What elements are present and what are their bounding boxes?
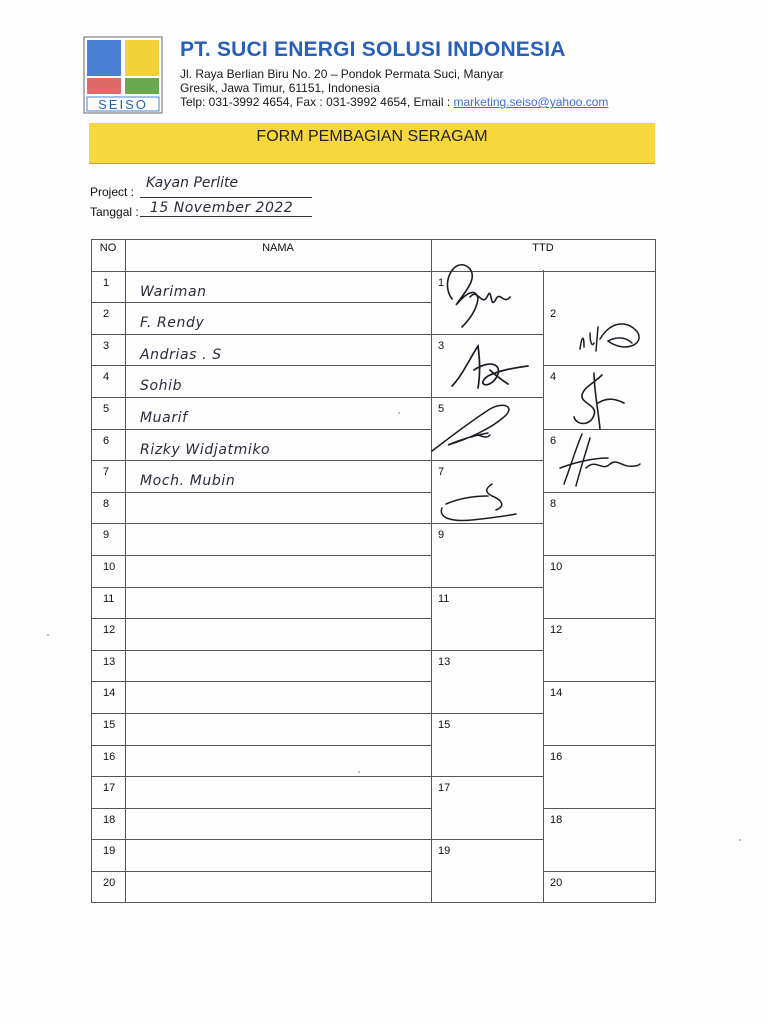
- signature-slot-number: 7: [438, 466, 445, 479]
- signature-slot-number: 11: [438, 592, 450, 605]
- row-rule: [91, 650, 431, 651]
- header-no: NO: [99, 242, 117, 254]
- signature-rule: [431, 776, 543, 777]
- row-number: 2: [103, 308, 110, 321]
- row-rule: [91, 587, 431, 588]
- project-value: Kayan Perlite: [146, 175, 239, 191]
- project-label: Project :: [90, 185, 135, 199]
- signature-slot-number: 12: [550, 624, 563, 637]
- svg-text:SEISO: SEISO: [98, 97, 148, 112]
- column-divider-name: [431, 239, 432, 903]
- row-number: 16: [103, 750, 116, 763]
- row-rule: [91, 871, 431, 872]
- company-logo: [83, 36, 163, 114]
- row-number: 12: [103, 624, 116, 637]
- row-number: 8: [103, 497, 110, 510]
- address-line-2: Gresik, Jawa Timur, 61151, Indonesia: [180, 81, 380, 95]
- signature-rule: [543, 492, 656, 493]
- row-number: 10: [103, 560, 116, 573]
- signature-slot-number: 3: [438, 339, 445, 352]
- signature-slot-number: 4: [550, 371, 557, 384]
- row-rule: [91, 618, 431, 619]
- signature-slot-number: 13: [438, 655, 451, 668]
- signature-rule: [431, 460, 543, 461]
- signature-rule: [543, 745, 656, 746]
- row-rule: [91, 839, 431, 840]
- row-number: 3: [103, 339, 110, 352]
- row-name: Wariman: [140, 283, 207, 300]
- row-number: 1: [103, 276, 110, 289]
- signature-rule: [431, 713, 543, 714]
- row-rule: [91, 460, 431, 461]
- signature-rule: [431, 839, 543, 840]
- date-value: 15 November 2022: [150, 200, 294, 216]
- signature-slot-number: 5: [438, 402, 445, 415]
- signature-rule: [431, 334, 543, 335]
- row-rule: [91, 492, 431, 493]
- signature-row-5: [428, 399, 520, 455]
- signature-rule: [543, 555, 656, 556]
- row-number: 6: [103, 434, 110, 447]
- row-number: 4: [103, 371, 110, 384]
- row-number: 20: [103, 876, 116, 889]
- signature-slot-number: 15: [438, 718, 451, 731]
- header-name: NAMA: [262, 242, 294, 254]
- row-rule: [91, 334, 431, 335]
- row-number: 13: [103, 655, 116, 668]
- row-number: 7: [103, 466, 110, 479]
- address-line-1: Jl. Raya Berlian Biru No. 20 – Pondok Permata Suci, Manyar: [180, 67, 504, 81]
- signature-rule: [431, 650, 543, 651]
- header-signature: TTD: [532, 242, 554, 254]
- contact-line: [180, 95, 608, 109]
- signature-rule: [431, 587, 543, 588]
- form-title-banner: [89, 123, 655, 164]
- signature-slot-number: 6: [550, 434, 557, 447]
- header-rule: [91, 271, 656, 272]
- signature-row-7: [436, 478, 520, 526]
- scan-speck: [358, 771, 360, 773]
- signature-slot-number: 9: [438, 529, 445, 542]
- date-label: Tanggal :: [90, 205, 139, 219]
- row-number: 15: [103, 718, 116, 731]
- row-name: Sohib: [140, 378, 183, 395]
- row-rule: [91, 523, 431, 524]
- row-number: 11: [103, 592, 115, 605]
- signature-slot-number: 20: [550, 876, 563, 889]
- phone-fax-text: Telp: 031-3992 4654, Fax : 031-3992 4654, Email :: [180, 95, 454, 109]
- form-title: FORM PEMBAGIAN SERAGAM: [256, 128, 488, 145]
- signature-row-3: [448, 340, 532, 396]
- scan-speck: [47, 634, 49, 636]
- column-divider-no: [125, 239, 126, 903]
- signature-rule: [543, 365, 656, 366]
- signature-slot-number: 10: [550, 560, 563, 573]
- signature-slot-number: 18: [550, 813, 563, 826]
- email-link[interactable]: marketing.seiso@yahoo.com: [453, 95, 609, 109]
- row-name: Moch. Mubin: [140, 473, 236, 490]
- signature-slot-number: 17: [438, 782, 451, 795]
- row-number: 5: [103, 402, 110, 415]
- project-underline: [140, 197, 312, 198]
- scan-speck: [739, 839, 741, 841]
- signature-rule: [431, 397, 543, 398]
- signature-row-2: [572, 313, 648, 357]
- row-name: Andrias . S: [140, 346, 222, 363]
- signature-row-1: [436, 253, 520, 333]
- row-rule: [91, 681, 431, 682]
- row-name: Muarif: [140, 409, 188, 426]
- row-name: Rizky Widjatmiko: [140, 441, 271, 458]
- row-rule: [91, 397, 431, 398]
- signature-row-4: [564, 369, 634, 433]
- signature-rule: [543, 618, 656, 619]
- signature-rule: [543, 681, 656, 682]
- row-number: 9: [103, 529, 110, 542]
- signature-slot-number: 1: [438, 276, 445, 289]
- signature-row-6: [556, 428, 644, 490]
- signature-slot-number: 14: [550, 687, 563, 700]
- row-number: 17: [103, 782, 116, 795]
- row-number: 19: [103, 845, 116, 858]
- signature-slot-number: 16: [550, 750, 563, 763]
- row-rule: [91, 555, 431, 556]
- row-rule: [91, 745, 431, 746]
- row-rule: [91, 429, 431, 430]
- row-rule: [91, 302, 431, 303]
- signature-slot-number: 19: [438, 845, 451, 858]
- row-rule: [91, 808, 431, 809]
- row-rule: [91, 776, 431, 777]
- date-underline: [140, 216, 312, 217]
- row-number: 18: [103, 813, 116, 826]
- row-rule: [91, 713, 431, 714]
- row-number: 14: [103, 687, 116, 700]
- company-name: PT. SUCI ENERGI SOLUSI INDONESIA: [180, 38, 566, 61]
- scan-speck: [398, 412, 400, 414]
- signature-slot-number: 8: [550, 497, 557, 510]
- signature-rule: [543, 808, 656, 809]
- signature-rule: [543, 871, 656, 872]
- row-rule: [91, 365, 431, 366]
- signature-slot-number: 2: [550, 308, 557, 321]
- row-name: F. Rendy: [140, 315, 205, 332]
